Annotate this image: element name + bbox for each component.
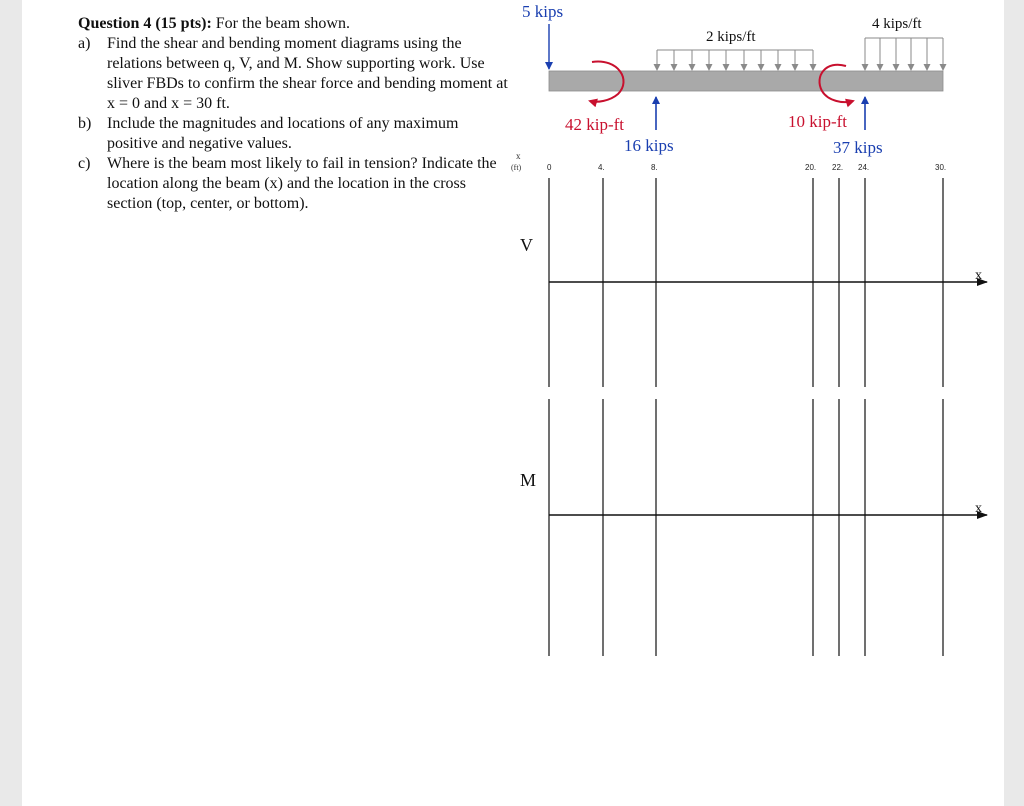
tick-label: 0 [547, 163, 552, 172]
moment-axis-label: x [975, 501, 982, 516]
moment-label: 10 kip-ft [788, 112, 848, 131]
tick-label: 8. [651, 163, 658, 172]
reaction-label: 37 kips [833, 138, 883, 157]
tick-label: 20. [805, 163, 817, 172]
reaction-label: 16 kips [624, 136, 674, 155]
distributed-load-arrows-2 [865, 38, 943, 70]
moment-label: M [520, 470, 537, 490]
part-text: Find the shear and bending moment diagrams using the relations between q, V, and M. Show supporting work. Use sliver FBDs to confirm the shear force and bending moment at x = 0 and x = 30 ft. [107, 35, 508, 112]
distributed-load-label: 2 kips/ft [706, 29, 756, 45]
point-load-label: 5 kips [522, 2, 564, 21]
part-label: c) [78, 155, 91, 172]
x-axis-unit: (ft) [511, 163, 522, 172]
x-axis-symbol: x [516, 151, 521, 161]
shear-label: V [520, 235, 533, 255]
moment-diagram-gridlines [549, 399, 943, 656]
shear-axis-label: x [975, 268, 982, 283]
part-label: a) [78, 35, 91, 52]
tick-label: 24. [858, 163, 870, 172]
tick-label: 22. [832, 163, 844, 172]
beam [549, 71, 943, 91]
tick-label: 30. [935, 163, 947, 172]
distributed-load-label: 4 kips/ft [872, 16, 922, 32]
moment-label: 42 kip-ft [565, 115, 625, 134]
part-label: b) [78, 115, 92, 132]
question-heading: Question 4 (15 pts): [78, 15, 212, 32]
part-text: Include the magnitudes and locations of any maximum positive and negative values. [107, 115, 459, 152]
part-text: Where is the beam most likely to fail in tension? Indicate the location along the beam (x) and the location in the cross section (top, center, or bottom). [107, 155, 497, 212]
distributed-load-arrows-1 [657, 50, 813, 70]
question-intro: For the beam shown. [211, 15, 350, 32]
tick-label: 4. [598, 163, 605, 172]
